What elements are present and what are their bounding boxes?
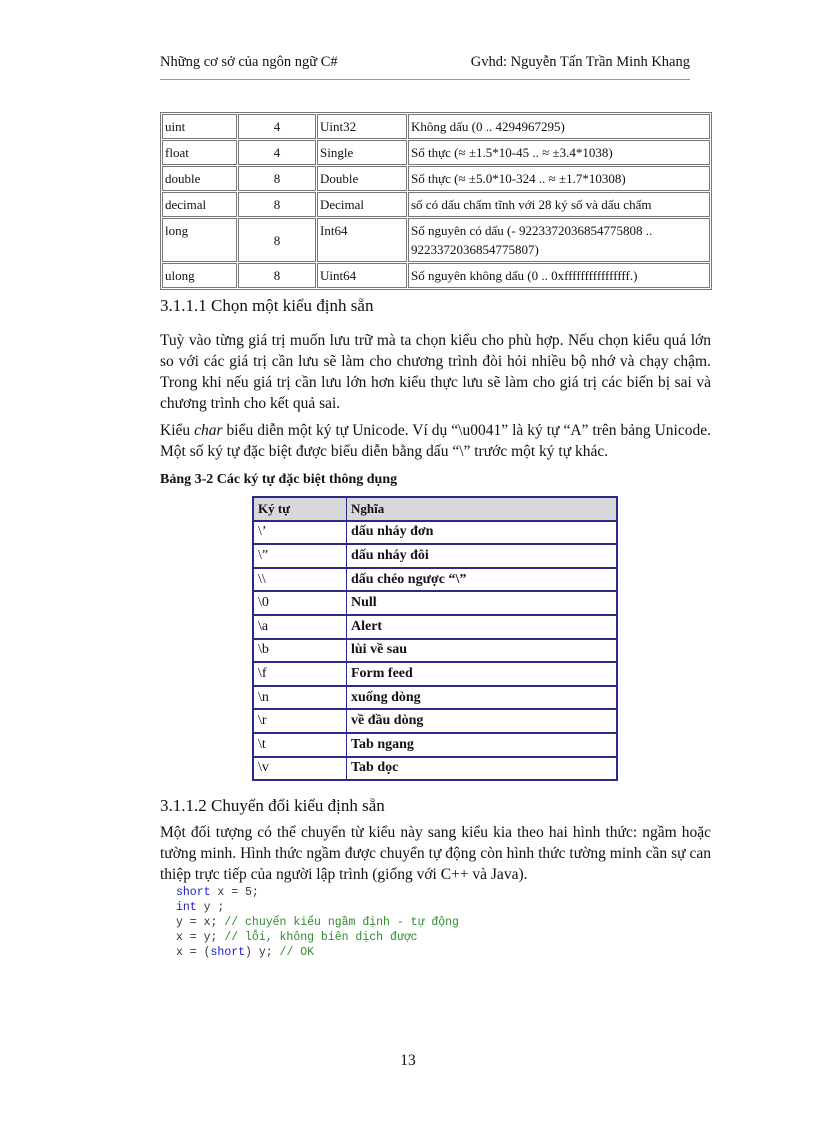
code-comment: // OK	[279, 946, 315, 959]
code-comment: // chuyển kiểu ngầm định - tự động	[224, 916, 459, 929]
escape-table-row	[253, 591, 617, 615]
type-desc-cell: số có dấu chấm tĩnh với 28 ký số và dấu chấm	[408, 192, 710, 217]
escape-table-row	[253, 521, 617, 545]
escape-key-cell: \t	[253, 733, 347, 757]
types-table-row	[162, 114, 710, 139]
page-header	[160, 54, 690, 80]
escape-meaning-cell: Tab dọc	[347, 757, 618, 781]
code-keyword: short	[210, 946, 246, 959]
escape-meaning-cell: xuống dòng	[347, 686, 618, 710]
escape-key-cell: \a	[253, 615, 347, 639]
paragraph-1: Tuỳ vào từng giá trị muốn lưu trữ mà ta chọn kiểu cho phù hợp. Nếu chọn kiểu quá lớn so với các giá trị cần lưu sẽ làm cho chương trình đòi hỏi nhiều bộ nhớ và chạy chậm. Trong khi nếu giá trị cần lưu lớn hơn kiểu thực lưu sẽ làm cho giá trị các biến bị sai và chương trình cho kết quả sai.	[160, 332, 711, 412]
escape-table-row	[253, 544, 617, 568]
types-table	[160, 112, 712, 290]
escape-key-cell: \n	[253, 686, 347, 710]
escape-meaning-cell: Form feed	[347, 662, 618, 686]
code-keyword: short	[176, 886, 211, 899]
types-table-row	[162, 140, 710, 165]
types-table-row	[162, 218, 710, 262]
code-text: x = y;	[176, 931, 225, 944]
code-block	[176, 885, 459, 960]
section-heading-1: 3.1.1.1 Chọn một kiểu định sẵn	[160, 296, 374, 315]
escape-table-row	[253, 568, 617, 592]
escape-meaning-cell: dấu nháy đôi	[347, 544, 618, 568]
type-desc-cell: Không dấu (0 .. 4294967295)	[408, 114, 710, 139]
paragraph-2-after: biểu diễn một ký tự Unicode. Ví dụ “\u0041” là ký tự “A” trên bảng Unicode. Một số ký tự đặc biệt được biểu diễn bằng dấu “\” trước một ký tự khác.	[160, 422, 711, 460]
type-size-cell: 8	[238, 218, 316, 262]
page-number: 13	[400, 1052, 416, 1069]
escape-table-row	[253, 733, 617, 757]
types-table-row	[162, 192, 710, 217]
escape-key-cell: \f	[253, 662, 347, 686]
escape-key-cell: \\	[253, 568, 347, 592]
escape-table-row	[253, 709, 617, 733]
type-desc-cell: Số thực (≈ ±1.5*10-45 .. ≈ ±3.4*1038)	[408, 140, 710, 165]
type-net-cell: Int64	[317, 218, 407, 262]
type-net-cell: Double	[317, 166, 407, 191]
escape-table-row	[253, 615, 617, 639]
escape-table-row	[253, 757, 617, 781]
type-name-cell: long	[162, 218, 237, 262]
escape-table-row	[253, 639, 617, 663]
escape-meaning-cell: về đầu dòng	[347, 709, 618, 733]
escape-meaning-cell: dấu chéo ngược “\”	[347, 568, 618, 592]
code-keyword: int	[176, 901, 197, 914]
type-name-cell: decimal	[162, 192, 237, 217]
types-table-row	[162, 263, 710, 288]
type-size-cell: 8	[238, 192, 316, 217]
type-desc-cell: Số nguyên có dấu (- 9223372036854775808 .. 9223372036854775807)	[408, 218, 710, 262]
escape-key-cell: \”	[253, 544, 347, 568]
code-comment: // lỗi, không biên dịch được	[224, 931, 418, 944]
paragraph-2-before: Kiểu	[160, 422, 195, 439]
escape-table-row	[253, 686, 617, 710]
escape-table-row	[253, 662, 617, 686]
code-text: y = x;	[176, 916, 225, 929]
header-right: Gvhd: Nguyễn Tấn Trần Minh Khang	[470, 54, 690, 70]
type-net-cell: Single	[317, 140, 407, 165]
type-desc-cell: Số thực (≈ ±5.0*10-324 .. ≈ ±1.7*10308)	[408, 166, 710, 191]
escape-meaning-cell: Tab ngang	[347, 733, 618, 757]
escape-key-cell: \r	[253, 709, 347, 733]
type-net-cell: Decimal	[317, 192, 407, 217]
escape-meaning-cell: dấu nháy đơn	[347, 521, 618, 545]
code-text: ) y;	[245, 946, 280, 959]
code-text: y ;	[196, 901, 225, 914]
type-name-cell: double	[162, 166, 237, 191]
escape-table	[252, 496, 618, 781]
escape-key-cell: \’	[253, 521, 347, 545]
code-text: x = 5;	[210, 886, 259, 899]
escape-meaning-cell: Alert	[347, 615, 618, 639]
paragraph-3: Một đối tượng có thể chuyển từ kiểu này sang kiểu kia theo hai hình thức: ngầm hoặc tường minh. Hình thức ngầm được chuyển tự động còn hình thức tường minh cần sự can thiệp trực tiếp của người lập trình (giống với C++ và Java).	[160, 824, 711, 883]
paragraph-2	[160, 420, 711, 462]
escape-key-cell: \b	[253, 639, 347, 663]
type-name-cell: float	[162, 140, 237, 165]
section-heading-2: 3.1.1.2 Chuyển đổi kiểu định sẵn	[160, 796, 385, 815]
escape-key-cell: \0	[253, 591, 347, 615]
escape-key-cell: \v	[253, 757, 347, 781]
type-size-cell: 4	[238, 140, 316, 165]
paragraph-2-italic: char	[194, 422, 223, 439]
type-size-cell: 8	[238, 263, 316, 288]
type-desc-cell: Số nguyên không dấu (0 .. 0xffffffffffffffff.)	[408, 263, 710, 288]
escape-table-header-key: Ký tự	[253, 497, 347, 521]
table-caption: Bảng 3-2 Các ký tự đặc biệt thông dụng	[160, 472, 398, 487]
escape-meaning-cell: Null	[347, 591, 618, 615]
type-name-cell: uint	[162, 114, 237, 139]
escape-meaning-cell: lùi về sau	[347, 639, 618, 663]
code-text: x = (	[176, 946, 211, 959]
type-net-cell: Uint32	[317, 114, 407, 139]
types-table-row	[162, 166, 710, 191]
header-left: Những cơ sở của ngôn ngữ C#	[160, 54, 338, 70]
type-name-cell: ulong	[162, 263, 237, 288]
type-net-cell: Uint64	[317, 263, 407, 288]
type-size-cell: 8	[238, 166, 316, 191]
type-size-cell: 4	[238, 114, 316, 139]
escape-table-header-meaning: Nghĩa	[347, 497, 618, 521]
